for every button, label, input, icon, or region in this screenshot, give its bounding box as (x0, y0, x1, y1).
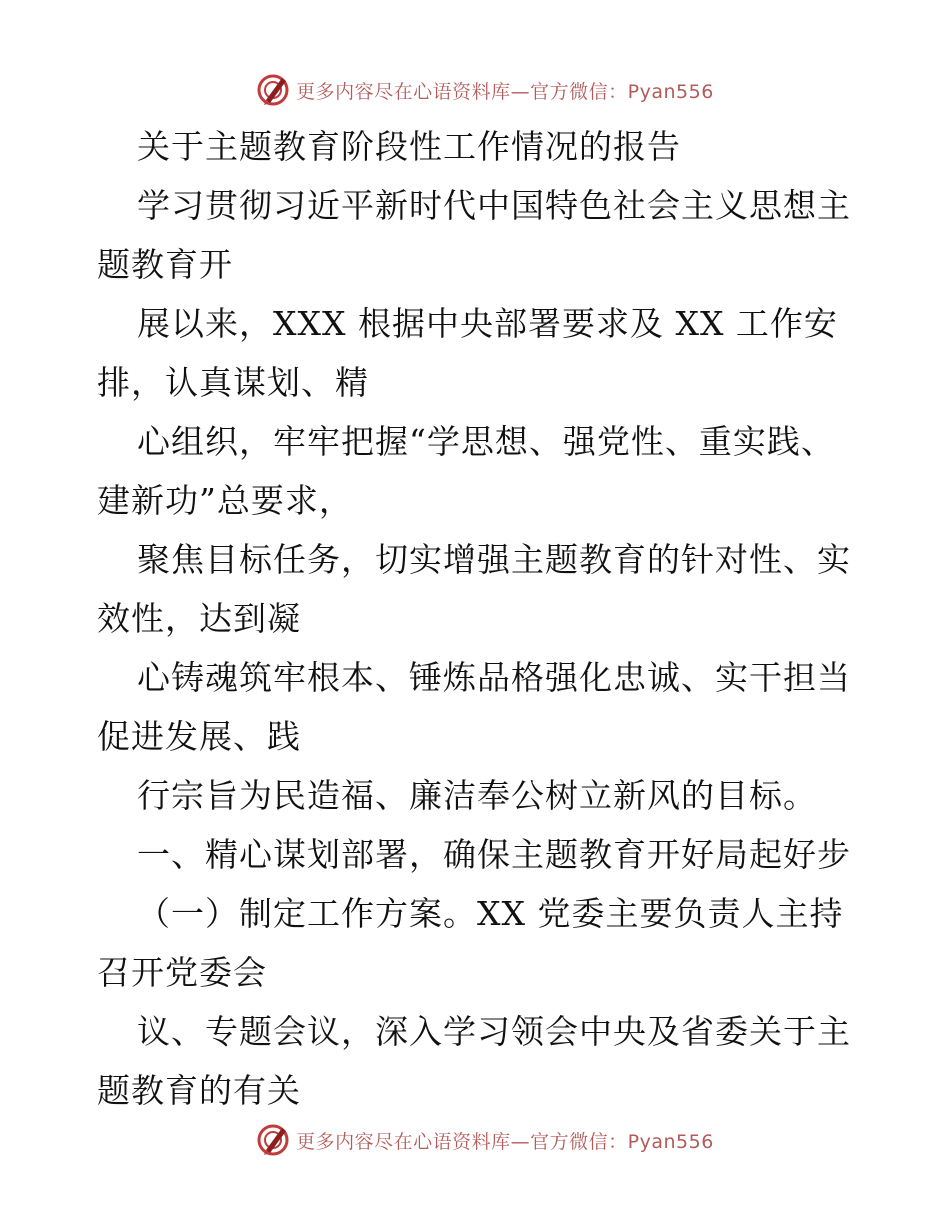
paragraph-line: 排，认真谋划、精 (97, 363, 369, 402)
paragraph-line: 议、专题会议，深入学习领会中央及省委关于主 (137, 1012, 851, 1051)
paragraph-line: 召开党委会 (97, 953, 267, 992)
paragraph-line: 题教育的有关 (97, 1071, 301, 1110)
paragraph-line: 行宗旨为民造福、廉洁奉公树立新风的目标。 (137, 776, 817, 815)
paragraph-line: 展以来，XXX 根据中央部署要求及 XX 工作安 (137, 304, 838, 343)
footer-watermark (0, 1120, 950, 1160)
paragraph-line: 聚焦目标任务，切实增强主题教育的针对性、实 (137, 540, 851, 579)
paragraph-line: 促进发展、践 (97, 717, 301, 756)
paragraph-line: 学习贯彻习近平新时代中国特色社会主义思想主 (137, 186, 851, 225)
document-title: 关于主题教育阶段性工作情况的报告 (137, 127, 681, 166)
section-heading: 一、精心谋划部署，确保主题教育开好局起好步 (137, 835, 851, 874)
paragraph-line: 心铸魂筑牢根本、锤炼品格强化忠诚、实干担当 (137, 658, 851, 697)
paragraph-line: 建新功”总要求， (97, 481, 353, 520)
pen-logo-icon (256, 1122, 292, 1158)
paragraph-line: 效性，达到凝 (97, 599, 301, 638)
paragraph-line: 题教育开 (97, 245, 233, 284)
header-watermark-text: 更多内容尽在心语资料库—官方微信：Pyan556 (296, 80, 714, 103)
subsection-heading: （一）制定工作方案。XX 党委主要负责人主持 (137, 894, 844, 933)
paragraph-line: 心组织，牢牢把握“学思想、强党性、重实践、 (137, 422, 835, 461)
footer-watermark-text: 更多内容尽在心语资料库—官方微信：Pyan556 (296, 1130, 714, 1153)
